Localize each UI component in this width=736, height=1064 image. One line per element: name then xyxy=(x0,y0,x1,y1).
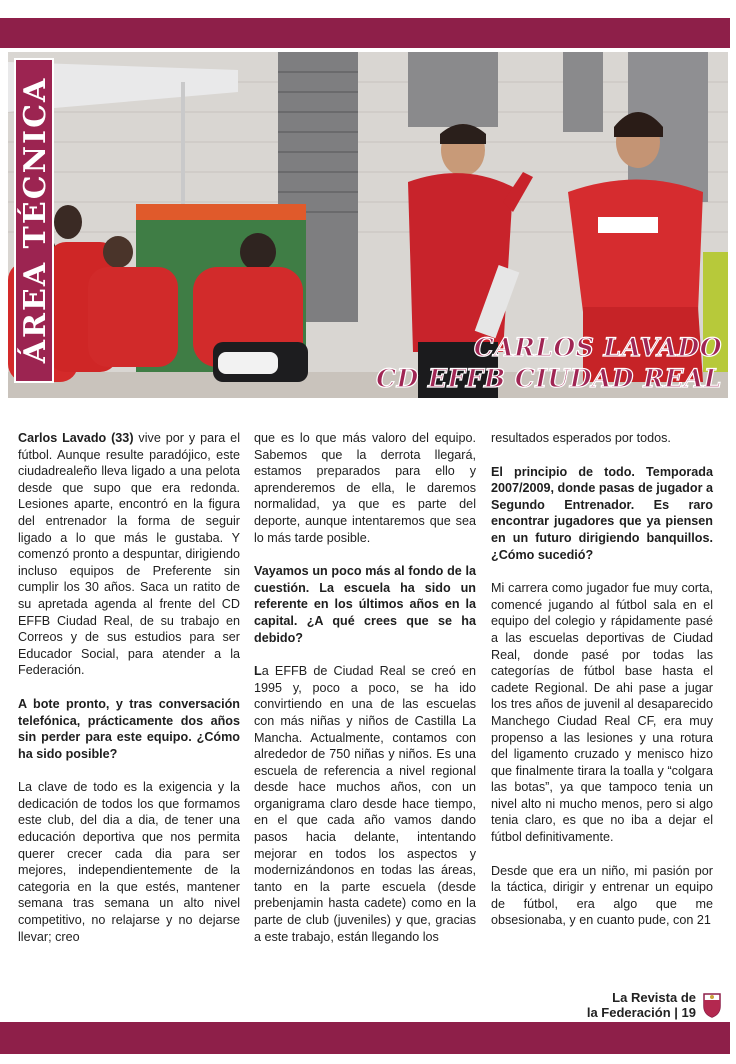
club-name: CD EFFB CIUDAD REAL xyxy=(376,364,722,393)
answer-1-continued: que es lo que más valoro del equipo. Sabemos que la derrota llegará, estamos preparados para ello y aprenderemos de ella, le daremos normalidad, ya que es parte del deporte, aunque intentaremos que sea lo más tarde posible. xyxy=(254,431,476,545)
article-column-3 xyxy=(491,430,713,929)
answer-4: Desde que era un niño, mi pasión por la táctica, dirigir y entrenar un equipo de fútbol, era algo que me obsesionaba, y en cuanto pude, con 21 xyxy=(491,863,713,928)
answer-1: La clave de todo es la exigencia y la dedicación de todos los que formamos este club, del dia a dia, de tener una educación deportiva que nos permita querer crecer cada dia para ser mejores, independientemente de la categoria en la que estés, mantener semana tras semana un alto nivel competitivo, no relajarse y no dejarse llevar; creo xyxy=(18,780,240,944)
question-3: El principio de todo. Temporada 2007/2009, donde pasas de jugador a Segundo Entrenador. Es raro encontrar jugadores que ya piensen en un futuro dirigiendo banquillos. ¿Cómo sucedió? xyxy=(491,464,713,562)
section-title-box xyxy=(14,58,54,383)
bottom-color-bar xyxy=(0,1022,730,1054)
intro-text: vive por y para el fútbol. Aunque resulte paradójico, este ciudadrealeño lleva ligado a una pelota desde que supo que era redonda. Lesiones aparte, encontró en la figura del entrenador la forma de seguir ligado a lo que más le gustaba. Y comenzó pronto a despuntar, dirigiendo incluso equipos de Preferente sin cumplir los 30 años. Saca un ratito de su apretada agenda al frente del CD EFFB Ciudad Real, de su trabajo en Correos y de sus estudios para ser Educador Social, para atender a la Federación. xyxy=(18,431,240,678)
footer-separator: | xyxy=(670,1005,682,1020)
footer-line-2 xyxy=(587,1005,696,1020)
article-column-2 xyxy=(254,430,476,945)
page-number: 19 xyxy=(681,1005,696,1020)
answer-2-continued: resultados esperados por todos. xyxy=(491,431,671,445)
answer-2-initial: L xyxy=(254,664,262,679)
answer-2-text: a EFFB de Ciudad Real se creó en 1995 y, poco a poco, se ha ido convirtiendo en una de las escuelas con más niñas y niños de Castilla La Mancha. Actualmente, contamos con alrededor de 750 niñas y niños. Es una escuela de referencia a nivel regional desde hace muchos años, con un organigrama claro desde hace tiempo, en el que cada año vamos dando pasos hacia delante, intentando mejorar en todos los aspectos y modernizándonos en todas las áreas, tanto en la parte escuela (desde prebenjamin hasta cadete) como en la parte de club (juveniles) y que, gracias a este trabajo, están llegando los xyxy=(254,664,476,944)
federation-crest-icon xyxy=(702,992,722,1023)
magazine-footer xyxy=(587,990,696,1020)
footer-line-1: La Revista de xyxy=(612,990,696,1005)
answer-3: Mi carrera como jugador fue muy corta, comencé jugando al fútbol sala en el equipo del colegio y rápidamente pasé a las escuelas deportivas de Ciudad Real, donde pasé por todas las categorías de fútbol base hasta el cadete Regional. De ahi pase a jugar los tres años de juvenil al desaparecido Manchego Ciudad Real CF, era muy propenso a las lesiones y una rotura del ligamento cruzado y menisco hizo que finalmente tirara la toalla y “colgara las botas”, ya que tampoco tenia un nivel alto ni mucho menos, pero si algo tenia claro, es que no iba a dejar el fútbol definitivamente. xyxy=(491,581,713,845)
footer-magazine-name: la Federación xyxy=(586,1005,671,1020)
answer-2 xyxy=(254,663,476,945)
top-color-bar xyxy=(0,18,730,48)
section-title: ÁREA TÉCNICA xyxy=(18,76,53,364)
intro-lead: Carlos Lavado (33) xyxy=(18,431,134,445)
question-1: A bote pronto, y tras conversación telefónica, prácticamente dos años sin perder para este equipo. ¿Cómo ha sido posible? xyxy=(18,696,240,761)
article-column-1 xyxy=(18,430,240,945)
question-2: Vayamos un poco más al fondo de la cuestión. La escuela ha sido un referente en los últimos años en la capital. ¿A qué crees que se ha debido? xyxy=(254,564,476,645)
intro-paragraph xyxy=(18,430,240,679)
coach-name: CARLOS LAVADO xyxy=(473,333,722,362)
